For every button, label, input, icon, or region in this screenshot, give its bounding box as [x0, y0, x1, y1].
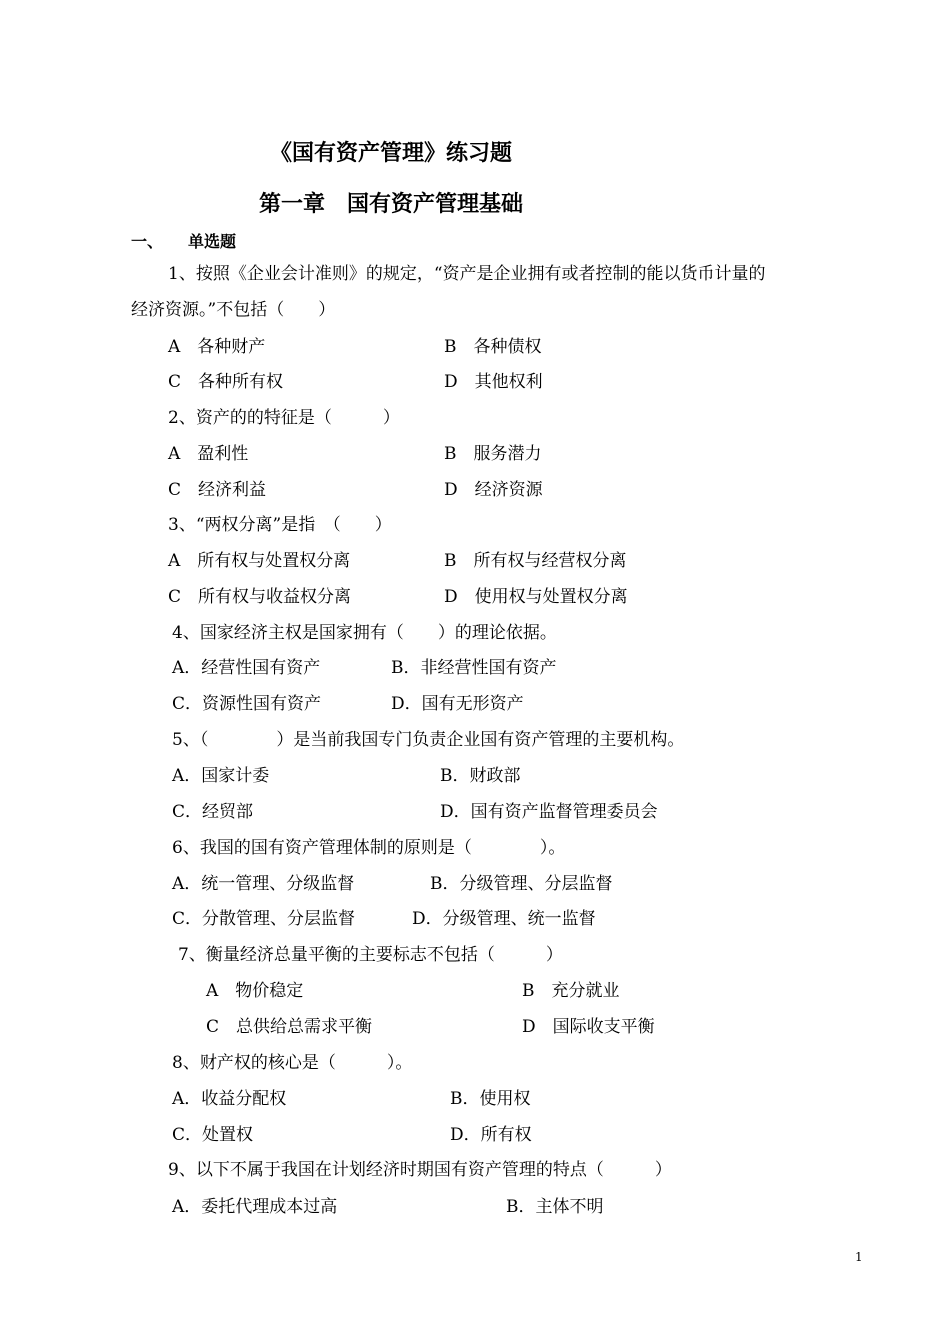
question-6-line-1: 6、我国的国有资产管理体制的原则是（ ）。 — [172, 838, 566, 858]
question-2-option-c: C 经济利益 — [168, 480, 267, 500]
question-8-option-c: C．处置权 — [172, 1125, 254, 1145]
question-3-line-1: 3、“两权分离”是指 （ ） — [168, 515, 392, 535]
question-4-option-d: D．国有无形资产 — [391, 694, 524, 714]
question-1-option-b: B 各种债权 — [444, 337, 542, 357]
question-9-option-a: A．委托代理成本过高 — [172, 1197, 338, 1217]
question-5-option-d: D．国有资产监督管理委员会 — [440, 802, 658, 822]
section-number: 一、 — [131, 232, 164, 251]
question-1-option-a: A 各种财产 — [168, 337, 266, 357]
question-9-option-b: B．主体不明 — [506, 1197, 604, 1217]
question-8-option-d: D．所有权 — [450, 1125, 532, 1145]
question-7-option-a: A 物价稳定 — [206, 981, 304, 1001]
question-4-option-c: C．资源性国有资产 — [172, 694, 322, 714]
question-1-option-d: D 其他权利 — [444, 372, 543, 392]
question-4-option-b: B．非经营性国有资产 — [391, 658, 557, 678]
question-2-option-b: B 服务潜力 — [444, 444, 542, 464]
question-1-option-c: C 各种所有权 — [168, 372, 284, 392]
question-9-line-1: 9、以下不属于我国在计划经济时期国有资产管理的特点（ ） — [168, 1160, 672, 1180]
question-8-option-b: B．使用权 — [450, 1089, 531, 1109]
question-3-option-b: B 所有权与经营权分离 — [444, 551, 627, 571]
question-8-line-1: 8、财产权的核心是（ ）。 — [172, 1053, 413, 1073]
question-5-option-b: B．财政部 — [440, 766, 521, 786]
question-6-option-d: D．分级管理、统一监督 — [412, 909, 596, 929]
question-5-option-c: C．经贸部 — [172, 802, 254, 822]
question-3-option-d: D 使用权与处置权分离 — [444, 587, 628, 607]
question-3-option-c: C 所有权与收益权分离 — [168, 587, 352, 607]
question-7-option-d: D 国际收支平衡 — [522, 1017, 655, 1037]
question-4-option-a: A．经营性国有资产 — [172, 658, 321, 678]
question-6-option-b: B．分级管理、分层监督 — [430, 874, 613, 894]
question-4-line-1: 4、国家经济主权是国家拥有（ ）的理论依据。 — [172, 623, 557, 643]
question-6-option-a: A．统一管理、分级监督 — [172, 874, 355, 894]
question-2-option-d: D 经济资源 — [444, 480, 543, 500]
chapter-title: 第一章 国有资产管理基础 — [259, 192, 524, 217]
document-title: 《国有资产管理》练习题 — [270, 141, 513, 166]
question-7-option-b: B 充分就业 — [522, 981, 620, 1001]
question-6-option-c: C．分散管理、分层监督 — [172, 909, 356, 929]
question-2-option-a: A 盈利性 — [168, 444, 249, 464]
question-7-line-1: 7、衡量经济总量平衡的主要标志不包括（ ） — [178, 945, 563, 965]
question-7-option-c: C 总供给总需求平衡 — [206, 1017, 373, 1037]
question-3-option-a: A 所有权与处置权分离 — [168, 551, 351, 571]
question-5-line-1: 5、（ ）是当前我国专门负责企业国有资产管理的主要机构。 — [172, 730, 685, 750]
question-2-line-1: 2、资产的的特征是（ ） — [168, 408, 400, 428]
page-number: 1 — [855, 1250, 863, 1264]
question-1-line-2: 经济资源。”不包括（ ） — [131, 300, 336, 320]
question-1-line-1: 1、按照《企业会计准则》的规定，“资产是企业拥有或者控制的能以货币计量的 — [168, 264, 766, 284]
question-8-option-a: A．收益分配权 — [172, 1089, 287, 1109]
question-5-option-a: A．国家计委 — [172, 766, 270, 786]
section-label: 单选题 — [188, 232, 237, 251]
